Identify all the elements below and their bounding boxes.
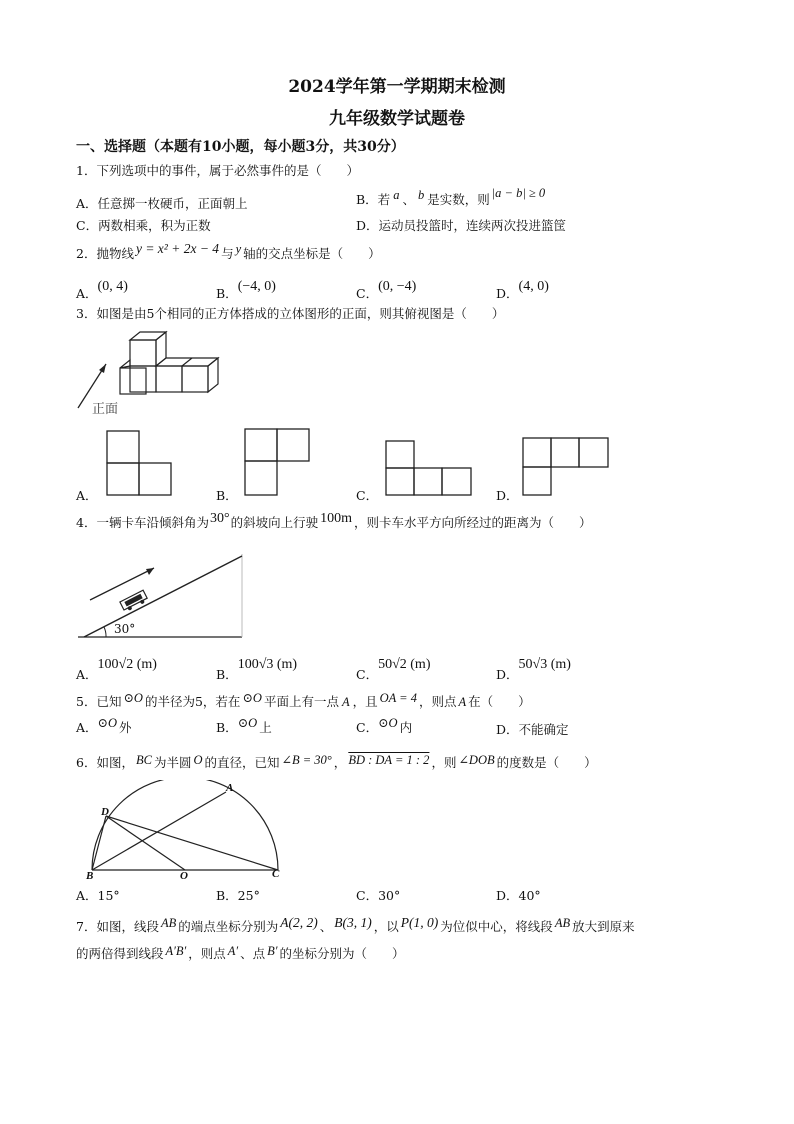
q4-stem-mid: 的斜坡向上行驶 — [230, 515, 319, 530]
q3-option-b-label: B． — [216, 488, 238, 503]
q5-c-post: 内 — [399, 720, 413, 735]
q5-condition: OA = 4 — [379, 691, 417, 705]
q5-b-post: 上 — [259, 720, 272, 735]
q4-figure-angle: 30° — [114, 622, 136, 636]
q5-option-c — [356, 718, 412, 736]
q5-circle-o: ⊙O — [123, 691, 143, 705]
q1-b-pre: B．若 — [356, 192, 391, 207]
q6-stem-mid4: ，则 — [431, 755, 457, 770]
q7-l1-pre: 7．如图，线段 — [76, 919, 159, 934]
q4-option-a — [76, 654, 157, 682]
q5-stem-mid4: ，则点 — [419, 694, 457, 709]
q2-option-c — [356, 276, 417, 301]
q3-option-b-figure — [244, 428, 312, 498]
q4-stem-pre: 4．一辆卡车沿倾斜角为 — [76, 515, 209, 530]
q2-a-value: (0, 4) — [97, 279, 128, 294]
q7-l1-post: 放大到原来 — [572, 919, 635, 934]
q6-arc-ratio: BD : DA = 1 : 2 — [348, 753, 430, 767]
q7-l2-mid: ，则点 — [188, 946, 226, 961]
q5-a-label: A． — [76, 720, 98, 735]
q5-stem-post: 在（ ） — [468, 694, 531, 709]
q7-point-a: A(2, 2) — [280, 915, 318, 930]
q4-a-value: 100√2 (m) — [97, 657, 157, 672]
q7-point-b: B(3, 1) — [334, 915, 372, 930]
q2-b-value: (−4, 0) — [237, 279, 276, 294]
q5-stem-mid2: 平面上有一点 — [263, 694, 339, 709]
q6-label-b: B — [86, 870, 94, 882]
q7-l2-pre: 的两倍得到线段 — [76, 946, 164, 961]
q7-b-prime: B′ — [267, 944, 278, 958]
q3-option-a-label: A． — [76, 488, 98, 503]
section-heading: 一、选择题（本题有10小题，每小题3分，共30分） — [76, 139, 405, 155]
exam-subtitle: 九年级数学试题卷 — [329, 109, 465, 129]
q6-option-c: C．30° — [356, 888, 401, 903]
q6-stem-mid3: ， — [333, 755, 347, 770]
q4-angle: 30° — [209, 511, 230, 526]
q4-c-label: C． — [356, 667, 379, 682]
q2-stem-mid: 与 — [221, 246, 234, 261]
q6-angle-dob: ∠DOB — [458, 753, 495, 767]
q1-option-b — [356, 186, 546, 208]
q4-stem-post: ，则卡车水平方向所经过的距离为（ ） — [353, 515, 592, 530]
q1-b-mid: 是实数，则 — [427, 192, 490, 207]
q2-d-value: (4, 0) — [518, 279, 549, 294]
q5-b-circle: ⊙O — [237, 716, 258, 730]
q6-stem-mid2: 的直径，已知 — [204, 755, 280, 770]
q3-option-d-label: D． — [496, 488, 519, 503]
q3-option-d-figure — [522, 437, 612, 497]
q7-l1-mid2: 、 — [319, 919, 333, 934]
q3-front-label: 正面 — [92, 402, 119, 417]
q2-c-value: (0, −4) — [378, 279, 417, 294]
q3-option-c-label: C． — [356, 488, 379, 503]
q4-d-value: 50√3 (m) — [518, 657, 571, 672]
q5-stem — [76, 692, 531, 710]
q4-b-value: 100√3 (m) — [237, 657, 298, 672]
q1-b-expr: |a − b| ≥ 0 — [491, 186, 546, 200]
q7-ab: AB — [160, 916, 177, 930]
q6-stem-mid1: 为半圆 — [153, 755, 192, 770]
q7-l2-post: 的坐标分别为（ ） — [279, 946, 405, 961]
q2-stem — [76, 241, 381, 262]
q2-parabola: y = x² + 2x − 4 — [135, 241, 220, 256]
q2-option-d — [496, 276, 549, 301]
exam-title: 2024学年第一学期期末检测 — [288, 77, 506, 97]
q5-point-a: A — [341, 695, 350, 709]
q2-y: y — [235, 242, 242, 256]
q7-l1-mid4: 为位似中心，将线段 — [440, 919, 553, 934]
q1-b-var-b: b — [417, 188, 425, 202]
q5-option-a — [76, 718, 132, 736]
q5-stem-mid1: 的半径为5，若在 — [144, 694, 241, 709]
q4-option-c — [356, 654, 431, 682]
q5-b-label: B． — [216, 720, 238, 735]
q2-c-label: C． — [356, 286, 379, 301]
q7-line1 — [76, 917, 635, 935]
q6-stem-post: 的度数是（ ） — [496, 755, 597, 770]
q2-stem-post: 轴的交点坐标是（ ） — [243, 246, 381, 261]
q2-option-a — [76, 276, 128, 301]
q5-a-circle: ⊙O — [97, 716, 118, 730]
q7-point-p: P(1, 0) — [400, 915, 439, 930]
q1-b-sep: 、 — [402, 192, 415, 207]
q6-label-c: C — [272, 868, 280, 880]
q5-circle-o-2: ⊙O — [242, 691, 262, 705]
q2-d-label: D． — [496, 286, 519, 301]
q1-stem: 1．下列选项中的事件，属于必然事件的是（ ） — [76, 163, 359, 178]
q7-ab-prime: A′B′ — [165, 944, 187, 958]
q1-option-d: D．运动员投篮时，连续两次投进篮筐 — [356, 218, 567, 233]
q2-b-label: B． — [216, 286, 238, 301]
q7-l1-mid3: ，以 — [373, 919, 399, 934]
q4-option-b — [216, 654, 298, 682]
q4-c-value: 50√2 (m) — [378, 657, 431, 672]
q4-slope-figure — [78, 552, 244, 640]
q5-a-post: 外 — [119, 720, 132, 735]
q6-label-a: A — [226, 782, 234, 794]
q4-distance: 100m — [320, 511, 352, 526]
q5-stem-mid3: ，且 — [352, 694, 378, 709]
q2-stem-pre: 2．抛物线 — [76, 246, 134, 261]
q3-option-a-figure — [106, 430, 174, 496]
q7-l1-mid1: 的端点坐标分别为 — [178, 919, 279, 934]
q6-stem-pre: 6．如图， — [76, 755, 134, 770]
q6-option-b: B．25° — [216, 888, 260, 903]
q5-c-label: C． — [356, 720, 379, 735]
q4-option-d — [496, 654, 571, 682]
q7-l2-mid2: 、点 — [240, 946, 266, 961]
q4-stem — [76, 513, 592, 532]
q5-c-circle: ⊙O — [378, 716, 398, 730]
q6-option-d: D．40° — [496, 888, 541, 903]
q4-d-label: D． — [496, 667, 519, 682]
q6-stem — [76, 753, 597, 771]
q6-o: O — [193, 753, 203, 767]
q6-semicircle-figure — [84, 780, 294, 880]
q2-option-b — [216, 276, 276, 301]
q4-b-label: B． — [216, 667, 238, 682]
q5-stem-pre: 5．已知 — [76, 694, 122, 709]
q5-option-d: D．不能确定 — [496, 722, 569, 737]
q3-stem: 3．如图是由5个相同的正方体搭成的立体图形的正面，则其俯视图是（ ） — [76, 306, 505, 321]
q5-option-b — [216, 718, 272, 736]
q6-bc: BC — [135, 753, 152, 767]
q1-b-var-a: a — [393, 188, 400, 202]
q6-option-a: A．15° — [76, 888, 120, 903]
q1-option-a: A．任意掷一枚硬币，正面朝上 — [76, 196, 248, 211]
q5-point-a-2: A — [458, 695, 467, 709]
q7-line2 — [76, 944, 405, 962]
q7-ab-2: AB — [554, 916, 571, 930]
q6-label-d: D — [101, 806, 109, 818]
q6-angle-b: ∠B = 30° — [281, 753, 332, 767]
q4-a-label: A． — [76, 667, 98, 682]
q3-option-c-figure — [385, 440, 475, 496]
q1-option-c: C．两数相乘，积为正数 — [76, 218, 211, 233]
q7-a-prime: A′ — [227, 944, 239, 958]
q6-label-o: O — [180, 870, 188, 882]
q2-a-label: A． — [76, 286, 98, 301]
